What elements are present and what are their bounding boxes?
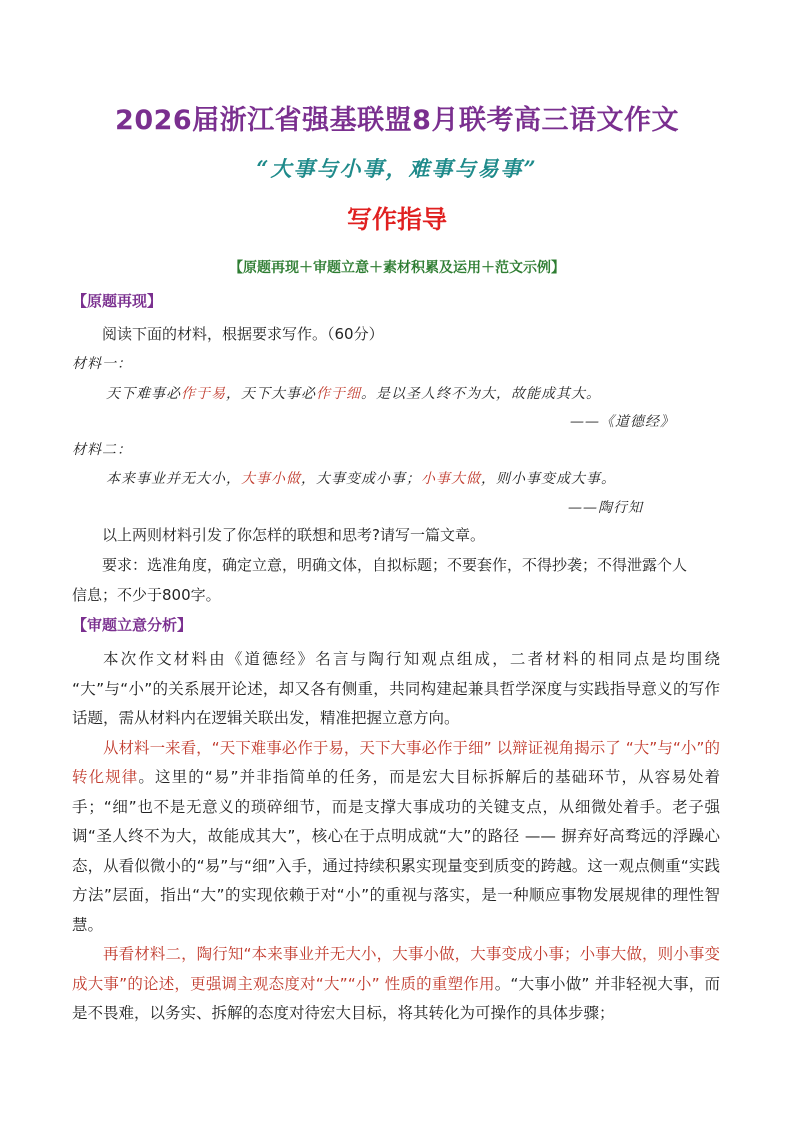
original-question-label: 【原题再现】: [72, 292, 163, 310]
analysis-paragraph-2: 从材料一来看，“天下难事必作于易，天下大事必作于细” 以辩证视角揭示了 “大”与“小”的转化规律。这里的“易”并非指简单的任务，而是宏大目标拆解后的基础环节，从容易处着手；“细”也不是无意义的琐碎细节，而是支撑大事成功的关键支点，从细微处着手。老子强调“圣人终不为大，故能成其大”，核心在于点明成就“大”的路径 —— 摒弃好高骛远的浮躁心态，从看似微小的“易”与“细”入手，通过持续积累实现量变到质变的跨越。这一观点侧重“实践方法”层面，指出“大”的实现依赖于对“小”的重视与落实，是一种顺应事物发展规律的理性智慧。: [72, 738, 720, 934]
requirements-line-1: 要求：选准角度，确定立意，明确文体，自拟标题；不要套作，不得抄袭；不得泄露个人: [102, 556, 688, 574]
material-two-text: 本来事业并无大小，大事小做，大事变成小事；小事大做，则小事变成大事。: [106, 471, 616, 487]
reading-instruction: 阅读下面的材料，根据要求写作。（60分）: [102, 325, 384, 343]
page-title: 2026届浙江省强基联盟8月联考高三语文作文: [115, 105, 679, 136]
writing-prompt: 以上两则材料引发了你怎样的联想和思考?请写一篇文章。: [102, 526, 485, 544]
page-subtitle: “大事与小事，难事与易事”: [256, 156, 538, 181]
analysis-paragraph-3: 再看材料二，陶行知“本来事业并无大小，大事小做，大事变成小事；小事大做，则小事变成大事”的论述，更强调主观态度对“大”“小” 性质的重塑作用。“大事小做” 并非轻视大事，而是不畏难，以务实、拆解的态度对待宏大目标，将其转化为可操作的具体步骤；: [72, 945, 720, 1022]
material-one-text: 天下难事必作于易，天下大事必作于细。是以圣人终不为大，故能成其大。: [106, 386, 601, 402]
analysis-label: 【审题立意分析】: [72, 616, 193, 634]
material-two-label: 材料二：: [72, 442, 132, 458]
material-one-source: ——《道德经》: [570, 414, 675, 430]
content-tagline: 【原题再现＋审题立意＋素材积累及运用＋范文示例】: [229, 260, 565, 276]
requirements-line-2: 信息；不少于800字。: [72, 586, 221, 604]
analysis-paragraph-1: 本次作文材料由《道德经》名言与陶行知观点组成，二者材料的相同点是均围绕 “大”与“小”的关系展开论述，却又各有侧重，共同构建起兼具哲学深度与实践指导意义的写作话题，需从材料内在逻辑关联出发，精准把握立意方向。: [72, 650, 720, 727]
material-one-label: 材料一：: [72, 356, 132, 372]
section-heading: 写作指导: [346, 205, 447, 234]
analysis-body: [72, 645, 720, 1029]
material-two-source: ——陶行知: [568, 500, 643, 516]
